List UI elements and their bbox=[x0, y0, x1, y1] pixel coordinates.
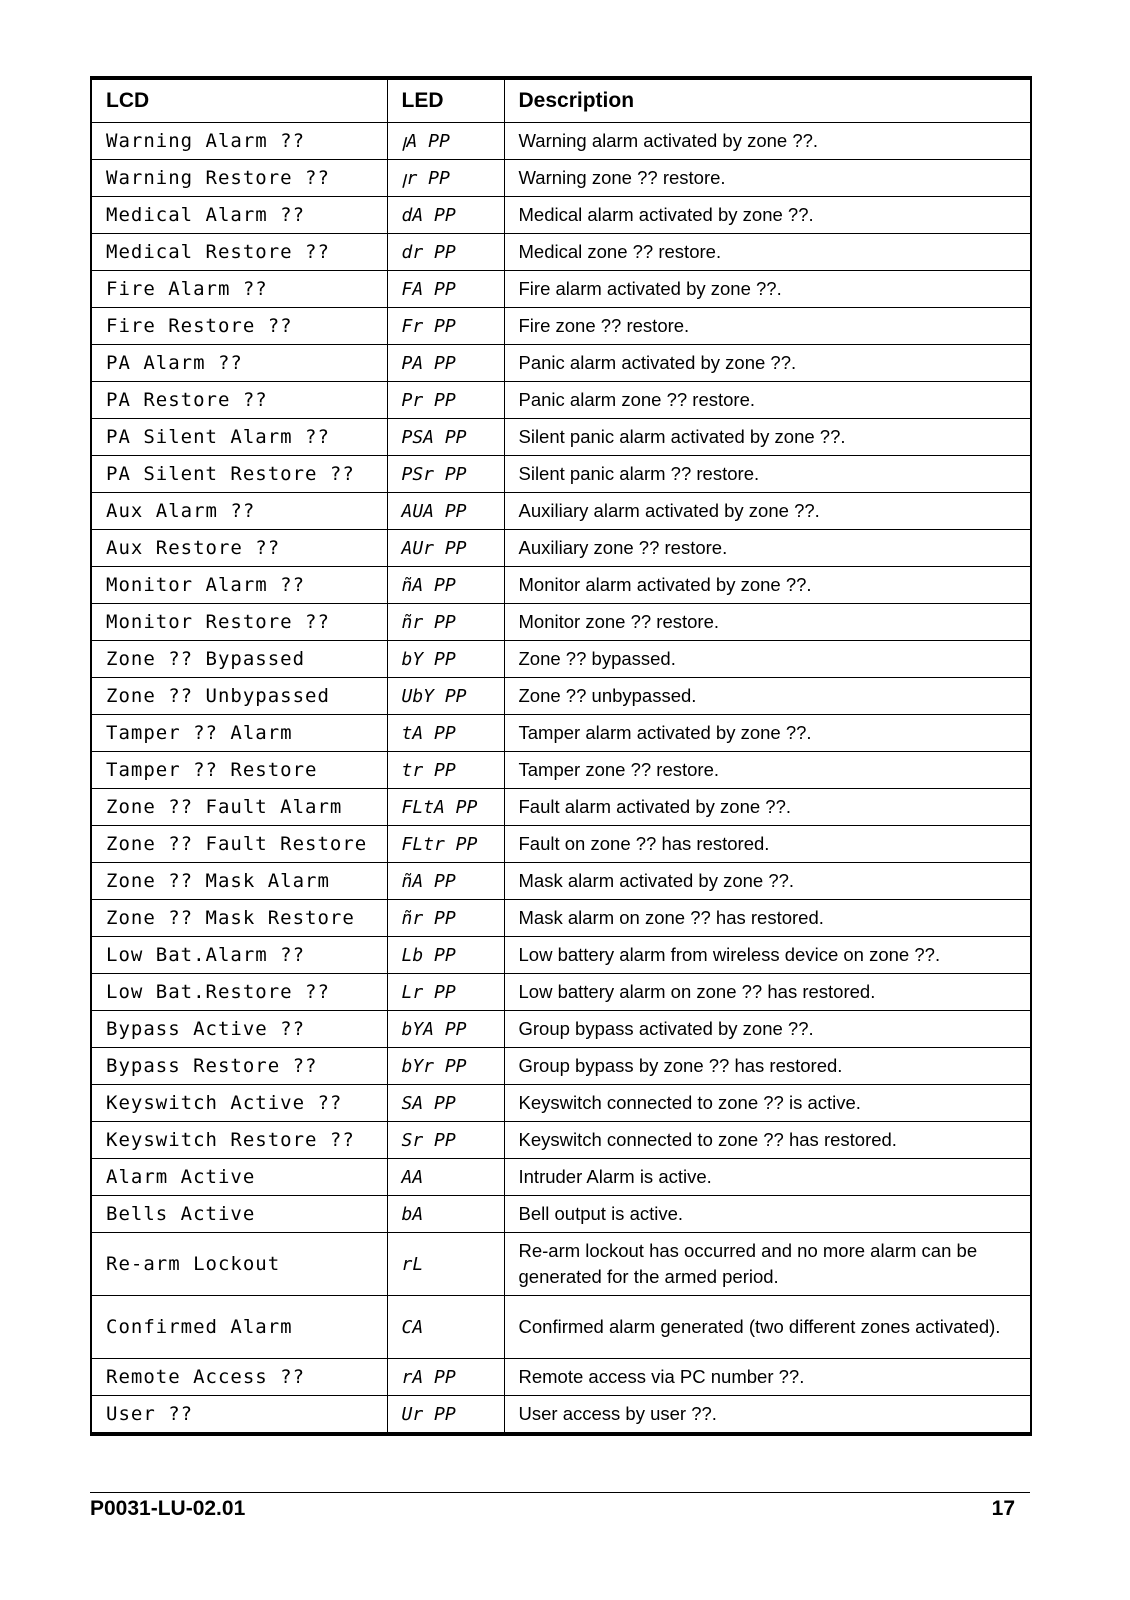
led-cell: dA PP bbox=[387, 197, 504, 234]
lcd-cell: Zone ?? Mask Alarm bbox=[91, 863, 387, 900]
lcd-cell: Tamper ?? Restore bbox=[91, 752, 387, 789]
lcd-cell: Confirmed Alarm bbox=[91, 1296, 387, 1359]
table-row bbox=[91, 1159, 1031, 1196]
description-cell: Mask alarm on zone ?? has restored. bbox=[504, 900, 1031, 937]
led-cell: Ur PP bbox=[387, 1396, 504, 1435]
led-cell: ñr PP bbox=[387, 900, 504, 937]
description-cell: Low battery alarm on zone ?? has restored. bbox=[504, 974, 1031, 1011]
table-row bbox=[91, 419, 1031, 456]
led-cell: ñA PP bbox=[387, 863, 504, 900]
led-cell: Fr PP bbox=[387, 308, 504, 345]
description-cell: Zone ?? bypassed. bbox=[504, 641, 1031, 678]
led-cell: PSA PP bbox=[387, 419, 504, 456]
table-row bbox=[91, 1011, 1031, 1048]
table-row bbox=[91, 1233, 1031, 1296]
table-row bbox=[91, 1396, 1031, 1435]
description-cell: Re-arm lockout has occurred and no more alarm can be generated for the armed period. bbox=[504, 1233, 1031, 1296]
table-row bbox=[91, 789, 1031, 826]
lcd-cell: Medical Restore ?? bbox=[91, 234, 387, 271]
led-cell: AUA PP bbox=[387, 493, 504, 530]
lcd-cell: Bells Active bbox=[91, 1196, 387, 1233]
lcd-cell: Low Bat.Alarm ?? bbox=[91, 937, 387, 974]
led-cell: ñA PP bbox=[387, 567, 504, 604]
lcd-cell: Low Bat.Restore ?? bbox=[91, 974, 387, 1011]
header-description: Description bbox=[504, 78, 1031, 123]
description-cell: Group bypass by zone ?? has restored. bbox=[504, 1048, 1031, 1085]
description-cell: Keyswitch connected to zone ?? is active. bbox=[504, 1085, 1031, 1122]
document-code: P0031-LU-02.01 bbox=[90, 1497, 246, 1520]
lcd-cell: PA Alarm ?? bbox=[91, 345, 387, 382]
description-cell: Warning alarm activated by zone ??. bbox=[504, 123, 1031, 160]
led-cell: Lr PP bbox=[387, 974, 504, 1011]
description-cell: Auxiliary zone ?? restore. bbox=[504, 530, 1031, 567]
table-body bbox=[91, 123, 1031, 1435]
lcd-cell: Aux Alarm ?? bbox=[91, 493, 387, 530]
description-cell: Tamper alarm activated by zone ??. bbox=[504, 715, 1031, 752]
table-row bbox=[91, 1359, 1031, 1396]
lcd-cell: Zone ?? Unbypassed bbox=[91, 678, 387, 715]
table-row bbox=[91, 160, 1031, 197]
table-row bbox=[91, 604, 1031, 641]
description-cell: Monitor alarm activated by zone ??. bbox=[504, 567, 1031, 604]
description-cell: Fault on zone ?? has restored. bbox=[504, 826, 1031, 863]
table-row bbox=[91, 1122, 1031, 1159]
description-cell: Confirmed alarm generated (two different zones activated). bbox=[504, 1296, 1031, 1359]
table-row bbox=[91, 974, 1031, 1011]
description-cell: Silent panic alarm ?? restore. bbox=[504, 456, 1031, 493]
description-cell: Silent panic alarm activated by zone ??. bbox=[504, 419, 1031, 456]
led-cell: bYr PP bbox=[387, 1048, 504, 1085]
lcd-cell: Warning Alarm ?? bbox=[91, 123, 387, 160]
led-cell: ꞁr PP bbox=[387, 160, 504, 197]
table-row bbox=[91, 1048, 1031, 1085]
led-cell: SA PP bbox=[387, 1085, 504, 1122]
description-cell: Fire zone ?? restore. bbox=[504, 308, 1031, 345]
description-cell: Group bypass activated by zone ??. bbox=[504, 1011, 1031, 1048]
table-row bbox=[91, 641, 1031, 678]
description-cell: Zone ?? unbypassed. bbox=[504, 678, 1031, 715]
table-row bbox=[91, 382, 1031, 419]
led-cell: tr PP bbox=[387, 752, 504, 789]
description-cell: Low battery alarm from wireless device on zone ??. bbox=[504, 937, 1031, 974]
led-cell: AUr PP bbox=[387, 530, 504, 567]
led-cell: bY PP bbox=[387, 641, 504, 678]
table-row bbox=[91, 345, 1031, 382]
led-cell: bYA PP bbox=[387, 1011, 504, 1048]
lcd-cell: Bypass Restore ?? bbox=[91, 1048, 387, 1085]
description-cell: Warning zone ?? restore. bbox=[504, 160, 1031, 197]
led-cell: dr PP bbox=[387, 234, 504, 271]
description-cell: Mask alarm activated by zone ??. bbox=[504, 863, 1031, 900]
table-row bbox=[91, 826, 1031, 863]
led-cell: Pr PP bbox=[387, 382, 504, 419]
lcd-cell: PA Silent Alarm ?? bbox=[91, 419, 387, 456]
description-cell: Medical zone ?? restore. bbox=[504, 234, 1031, 271]
led-cell: UbY PP bbox=[387, 678, 504, 715]
lcd-cell: PA Silent Restore ?? bbox=[91, 456, 387, 493]
led-cell: FA PP bbox=[387, 271, 504, 308]
lcd-cell: Monitor Alarm ?? bbox=[91, 567, 387, 604]
led-cell: PA PP bbox=[387, 345, 504, 382]
lcd-cell: Remote Access ?? bbox=[91, 1359, 387, 1396]
lcd-cell: Zone ?? Fault Restore bbox=[91, 826, 387, 863]
description-cell: Medical alarm activated by zone ??. bbox=[504, 197, 1031, 234]
lcd-cell: Alarm Active bbox=[91, 1159, 387, 1196]
table-row bbox=[91, 530, 1031, 567]
table-row bbox=[91, 123, 1031, 160]
lcd-cell: Re-arm Lockout bbox=[91, 1233, 387, 1296]
lcd-cell: Zone ?? Mask Restore bbox=[91, 900, 387, 937]
led-cell: Lb PP bbox=[387, 937, 504, 974]
description-cell: Panic alarm activated by zone ??. bbox=[504, 345, 1031, 382]
description-cell: User access by user ??. bbox=[504, 1396, 1031, 1435]
led-cell: FLtr PP bbox=[387, 826, 504, 863]
lcd-cell: Zone ?? Fault Alarm bbox=[91, 789, 387, 826]
led-cell: tA PP bbox=[387, 715, 504, 752]
led-cell: ꞁA PP bbox=[387, 123, 504, 160]
description-cell: Intruder Alarm is active. bbox=[504, 1159, 1031, 1196]
lcd-cell: Bypass Active ?? bbox=[91, 1011, 387, 1048]
table-row bbox=[91, 308, 1031, 345]
table-row bbox=[91, 197, 1031, 234]
lcd-cell: Medical Alarm ?? bbox=[91, 197, 387, 234]
page-number: 17 bbox=[991, 1497, 1015, 1520]
lcd-cell: User ?? bbox=[91, 1396, 387, 1435]
description-cell: Fault alarm activated by zone ??. bbox=[504, 789, 1031, 826]
header-lcd: LCD bbox=[91, 78, 387, 123]
led-cell: CA bbox=[387, 1296, 504, 1359]
description-cell: Remote access via PC number ??. bbox=[504, 1359, 1031, 1396]
led-cell: PSr PP bbox=[387, 456, 504, 493]
led-cell: rA PP bbox=[387, 1359, 504, 1396]
table-row bbox=[91, 900, 1031, 937]
lcd-cell: PA Restore ?? bbox=[91, 382, 387, 419]
lcd-cell: Aux Restore ?? bbox=[91, 530, 387, 567]
lcd-cell: Warning Restore ?? bbox=[91, 160, 387, 197]
description-cell: Monitor zone ?? restore. bbox=[504, 604, 1031, 641]
description-cell: Fire alarm activated by zone ??. bbox=[504, 271, 1031, 308]
table-row bbox=[91, 1196, 1031, 1233]
table-row bbox=[91, 1085, 1031, 1122]
description-cell: Keyswitch connected to zone ?? has restored. bbox=[504, 1122, 1031, 1159]
lcd-cell: Keyswitch Restore ?? bbox=[91, 1122, 387, 1159]
table-row bbox=[91, 937, 1031, 974]
table-row bbox=[91, 493, 1031, 530]
footer-divider bbox=[90, 1492, 1030, 1493]
description-cell: Bell output is active. bbox=[504, 1196, 1031, 1233]
lcd-cell: Tamper ?? Alarm bbox=[91, 715, 387, 752]
description-cell: Auxiliary alarm activated by zone ??. bbox=[504, 493, 1031, 530]
table-row bbox=[91, 678, 1031, 715]
lcd-cell: Zone ?? Bypassed bbox=[91, 641, 387, 678]
table-header-row bbox=[91, 78, 1031, 123]
lcd-cell: Fire Restore ?? bbox=[91, 308, 387, 345]
table-row bbox=[91, 234, 1031, 271]
table-row bbox=[91, 567, 1031, 604]
table-row bbox=[91, 863, 1031, 900]
table-row bbox=[91, 271, 1031, 308]
led-cell: ñr PP bbox=[387, 604, 504, 641]
led-cell: rL bbox=[387, 1233, 504, 1296]
led-cell: AA bbox=[387, 1159, 504, 1196]
table-row bbox=[91, 1296, 1031, 1359]
lcd-cell: Fire Alarm ?? bbox=[91, 271, 387, 308]
description-cell: Panic alarm zone ?? restore. bbox=[504, 382, 1031, 419]
table-row bbox=[91, 752, 1031, 789]
lcd-cell: Monitor Restore ?? bbox=[91, 604, 387, 641]
table-row bbox=[91, 456, 1031, 493]
header-led: LED bbox=[387, 78, 504, 123]
table-row bbox=[91, 715, 1031, 752]
led-cell: bA bbox=[387, 1196, 504, 1233]
event-codes-table bbox=[90, 76, 1032, 1436]
led-cell: Sr PP bbox=[387, 1122, 504, 1159]
led-cell: FLtA PP bbox=[387, 789, 504, 826]
description-cell: Tamper zone ?? restore. bbox=[504, 752, 1031, 789]
lcd-cell: Keyswitch Active ?? bbox=[91, 1085, 387, 1122]
